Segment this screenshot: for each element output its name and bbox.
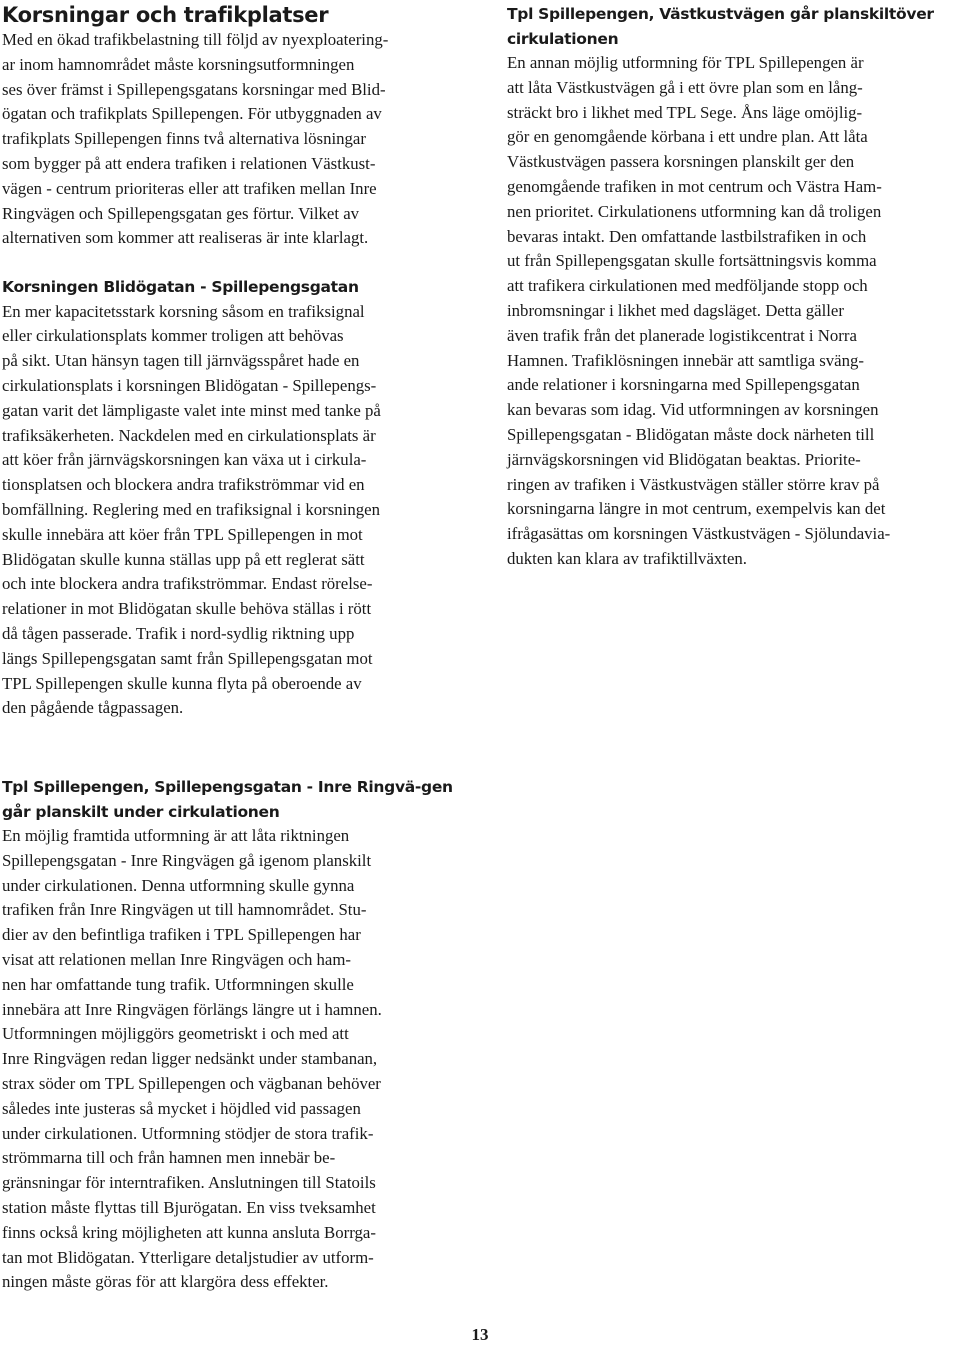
text-line: järnvägskorsningen vid Blidögatan beaktas. Priorite- [507,449,861,469]
text-line: längs Spillepengsgatan samt från Spillepengsgatan mot [2,648,373,668]
text-line: Blidögatan skulle kunna ställas upp på ett reglerat sätt [2,549,365,569]
text-line: En möjlig framtida utformning är att låta riktningen [2,826,350,845]
text-line: Inre Ringvägen redan ligger nedsänkt under stambanan, [2,1049,378,1069]
left-column-bottom [2,775,454,1295]
text-line: innebära att Inre Ringvägen förlängs längre ut i hamnen. [2,999,382,1019]
text-line: gen går planskilt under cirkulationen [2,778,453,821]
text-line: att köer från järnvägskorsningen kan växa ut i cirkula- [2,450,367,470]
text-line: korsningarna längre in mot centrum, exempelvis kan det [507,499,886,519]
text-line: ifrågasättas om korsningen Västkustvägen - Sjölundavia- [507,524,891,544]
text-line: TPL Spillepengen skulle kunna flyta på oberoende av [2,673,362,693]
text-line: cirkulationsplats i korsningen Blidögatan - Spillepengs- [2,376,377,396]
text-line: således inte justeras så mycket i höjdled vid passagen [2,1098,361,1118]
text-line: Hamnen. Trafiklösningen innebär att samtliga sväng- [507,350,865,370]
section-heading [2,775,454,824]
text-line: tan mot Blidögatan. Ytterligare detaljstudier av utform- [2,1247,374,1267]
text-line: Tpl Spillepengen, Västkustvägen går planskilt [507,5,897,23]
text-line: Tpl Spillepengen, Spillepengsgatan - Inre Ringvä- [2,778,422,796]
text-line: ses över främst i Spillepengsgatans korsningar med Blid- [2,79,386,99]
text-line: finns också kring möjligheten att kunna ansluta Borrga- [2,1222,376,1242]
text-line: under cirkulationen. Denna utformning skulle gynna [2,875,355,895]
text-line: trafiken från Inre Ringvägen ut till hamnområdet. Stu- [2,900,367,920]
text-line: gör en genomgående körbana i ett undre plan. Att låta [507,127,868,147]
text-line: ningen måste göras för att klargöra dess effekter. [2,1272,329,1292]
text-line: strömmarna till och från hamnen men innebär be- [2,1148,336,1168]
text-line: eller cirkulationsplats kommer troligen att behövas [2,326,344,346]
text-line: Spillepengsgatan - Blidögatan måste dock närheten till [507,424,875,444]
text-line: som bygger på att endera trafiken i relationen Västkust- [2,153,376,173]
text-line: genomgående trafiken in mot centrum och Västra Ham- [507,176,882,196]
text-line: tionsplatsen och blockera andra trafikströmmar vid en [2,475,365,495]
section-body [507,51,957,572]
text-line: inbromsningar i likhet med dagsläget. Detta gäller [507,300,844,320]
section-body [2,300,454,722]
text-line: vägen - centrum prioriteras eller att trafiken mellan Inre [2,178,377,198]
text-line: skulle innebära att köer från TPL Spillepengen in mot [2,524,363,544]
text-line: ande relationer i korsningarna med Spillepengsgatan [507,375,860,395]
text-line: visat att relationen mellan Inre Ringvägen och ham- [2,949,352,969]
text-line: att låta Västkustvägen gå i ett övre plan som en lång- [507,77,863,97]
text-line: dier av den befintliga trafiken i TPL Spillepengen har [2,925,361,945]
text-line: trafiksäkerheten. Nackdelen med en cirkulationsplats är [2,425,376,445]
text-line: över cirkulationen [507,5,934,48]
text-line: bomfällning. Reglering med en trafiksignal i korsningen [2,500,380,520]
text-line: att trafikera cirkulationen med medföljande stopp och [507,276,868,296]
text-line: kan bevaras som idag. Vid utformningen av korsningen [507,400,879,420]
section-body [2,28,454,251]
section-heading: Korsningar och trafikplatser [2,3,329,27]
text-line: ringen av trafiken i Västkustvägen ställer större krav på [507,474,880,494]
text-line: Västkustvägen passera korsningen planskilt ger den [507,152,855,172]
text-line: En mer kapacitetsstark korsning såsom en trafiksignal [2,301,365,321]
text-line: gatan varit det lämpligaste valet inte minst med tanke på [2,400,381,420]
page-number: 13 [471,1325,489,1344]
text-line: sträckt bro i likhet med TPL Sege. Åns läge omöjlig- [507,102,863,122]
text-line: alternativen som kommer att realiseras är inte klarlagt. [2,228,369,248]
text-line: Spillepengsgatan - Inre Ringvägen gå igenom planskilt [2,850,372,870]
text-line: nen prioritet. Cirkulationens utformning kan då troligen [507,201,882,221]
left-column-top [2,2,454,721]
text-line: och inte blockera andra trafikströmmar. Endast rörelse- [2,574,373,594]
text-line: Med en ökad trafikbelastning till följd av nyexploatering- [2,30,389,49]
text-line: Ringvägen och Spillepengsgatan ges förtur. Vilket av [2,203,360,223]
text-line: strax söder om TPL Spillepengen och vägbanan behöver [2,1073,381,1093]
text-line: relationer in mot Blidögatan skulle behöva ställas i rött [2,599,372,619]
text-line: även trafik från det planerade logistikcentrat i Norra [507,325,857,345]
text-line: nen har omfattande tung trafik. Utformningen skulle [2,974,354,994]
right-column [507,2,957,572]
text-line: trafikplats Spillepengen finns två alternativa lösningar [2,129,366,149]
text-line: dukten kan klara av trafiktillväxten. [507,548,747,568]
text-line: under cirkulationen. Utformning stödjer de stora trafik- [2,1123,374,1143]
text-line: den pågående tågpassagen. [2,698,184,718]
section-body [2,824,454,1295]
section-heading: Korsningen Blidögatan - Spillepengsgatan [2,278,359,297]
text-line: En annan möjlig utformning för TPL Spillepengen är [507,53,864,72]
text-line: bevaras intakt. Den omfattande lastbilstrafiken in och [507,226,867,246]
text-line: Utformningen möjliggörs geometriskt i och med att [2,1024,349,1044]
text-line: ögatan och trafikplats Spillepengen. För utbyggnaden av [2,104,382,124]
text-line: på sikt. Utan hänsyn tagen till järnvägsspåret hade en [2,351,360,371]
text-line: ut från Spillepengsgatan skulle fortsättningsvis komma [507,251,877,271]
text-line: gränsningar för interntrafiken. Anslutningen till Statoils [2,1173,376,1193]
section-heading [507,2,957,51]
text-line: ar inom hamnområdet måste korsningsutformningen [2,54,355,74]
text-line: station måste flyttas till Bjurögatan. En viss tveksamhet [2,1197,376,1217]
text-line: då tågen passerade. Trafik i nord-sydlig riktning upp [2,624,355,644]
